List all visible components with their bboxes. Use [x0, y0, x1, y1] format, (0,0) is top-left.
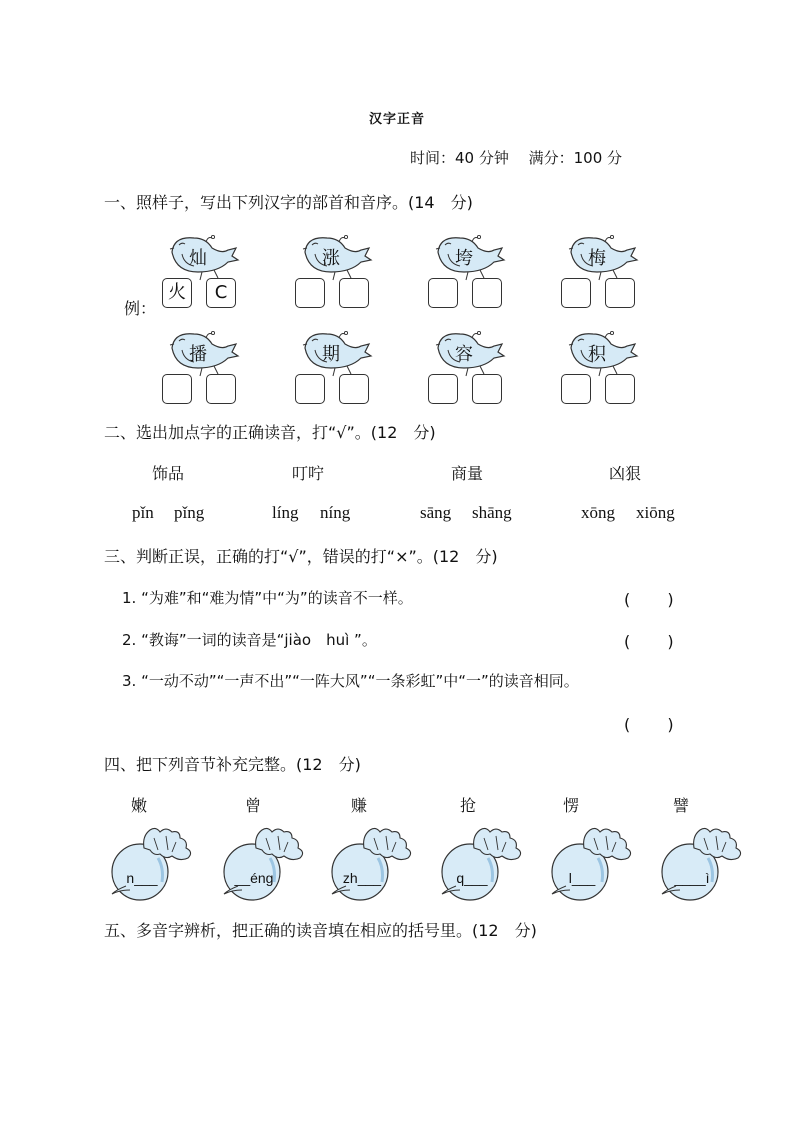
section-4-heading: 四、把下列音节补充完整。(12 分) [104, 755, 361, 774]
bird-character: 涨 [322, 248, 340, 269]
radish-illustration [550, 824, 640, 904]
pinyin-option[interactable]: líng [272, 503, 299, 522]
bird-character: 垮 [455, 248, 473, 269]
radish-character: 抢 [459, 796, 476, 815]
syllable-blank[interactable]: __éng [234, 870, 274, 886]
radical-answer-box[interactable] [561, 374, 591, 404]
judge-question-3: 3. “一动不动”“一声不出”“一阵大风”“一条彩虹”中“一”的读音相同。 [122, 672, 579, 690]
radish-character: 嫩 [130, 796, 147, 815]
pinyin-option[interactable]: sāng [420, 503, 452, 522]
bird-character: 灿 [189, 248, 207, 269]
initial-answer-box[interactable] [472, 374, 502, 404]
section-2-heading: 二、选出加点字的正确读音，打“√”。(12 分) [104, 423, 436, 442]
word-item: 叮咛 [292, 464, 325, 483]
radical-answer-box[interactable] [295, 374, 325, 404]
radical-answer-box[interactable] [428, 278, 458, 308]
answer-parentheses-1[interactable]: ( ) [624, 590, 674, 609]
bird-character: 容 [455, 344, 473, 365]
syllable-blank[interactable]: q___ [456, 870, 488, 886]
pinyin-option[interactable]: pǐn [132, 503, 154, 522]
judge-question-1: 1. “为难”和“难为情”中“为”的读音不一样。 [122, 589, 413, 607]
radical-answer-box[interactable] [295, 278, 325, 308]
pinyin-option[interactable]: shāng [472, 503, 512, 522]
syllable-blank[interactable]: ____ì [674, 870, 710, 886]
initial-answer-box[interactable] [605, 278, 635, 308]
radical-answer-box[interactable] [428, 374, 458, 404]
initial-answer-box[interactable] [339, 374, 369, 404]
initial-answer-box[interactable] [206, 374, 236, 404]
page-title: 汉字正音 [368, 112, 425, 127]
bird-character: 积 [588, 344, 606, 365]
syllable-blank[interactable]: zh___ [342, 870, 382, 886]
initial-answer-box[interactable] [472, 278, 502, 308]
bird-character: 期 [322, 344, 340, 365]
example-label: 例： [124, 299, 157, 318]
pinyin-option[interactable]: xōng [581, 503, 615, 522]
bird-character: 梅 [588, 248, 606, 269]
pinyin-option[interactable]: xiōng [636, 503, 675, 522]
section-5-heading: 五、多音字辨析，把正确的读音填在相应的括号里。(12 分) [104, 921, 537, 940]
radical-answer-box[interactable] [162, 374, 192, 404]
radish-illustration [440, 824, 530, 904]
section-3-heading: 三、判断正误，正确的打“√”，错误的打“×”。(12 分) [104, 547, 498, 566]
pinyin-option[interactable]: pǐng [174, 503, 205, 522]
bird-character: 播 [189, 344, 207, 365]
judge-question-2: 2. “教诲”一词的读音是“jiào huì ”。 [122, 631, 377, 649]
radish-illustration [222, 824, 312, 904]
answer-parentheses-2[interactable]: ( ) [624, 632, 674, 651]
syllable-blank[interactable]: n___ [126, 870, 158, 886]
section-1-heading: 一、照样子，写出下列汉字的部首和音序。(14 分) [104, 193, 473, 212]
syllable-blank[interactable]: l___ [568, 870, 596, 886]
word-item: 商量 [451, 464, 484, 483]
radish-character: 譬 [672, 796, 689, 815]
word-item: 饰品 [152, 464, 185, 483]
answer-parentheses-3[interactable]: ( ) [624, 715, 674, 734]
pinyin-option[interactable]: níng [320, 503, 351, 522]
initial-answer-box[interactable]: C [206, 278, 236, 308]
radish-illustration [660, 824, 750, 904]
initial-answer-box[interactable] [605, 374, 635, 404]
radical-answer-box[interactable]: 火 [162, 278, 192, 308]
radish-character: 赚 [350, 796, 367, 815]
initial-answer-box[interactable] [339, 278, 369, 308]
radish-character: 愣 [562, 796, 579, 815]
radish-character: 曾 [244, 796, 261, 815]
time-score-info: 时间：40 分钟 满分：100 分 [410, 149, 623, 167]
radish-illustration [330, 824, 420, 904]
radical-answer-box[interactable] [561, 278, 591, 308]
radish-illustration [110, 824, 200, 904]
word-item: 凶狠 [609, 464, 642, 483]
